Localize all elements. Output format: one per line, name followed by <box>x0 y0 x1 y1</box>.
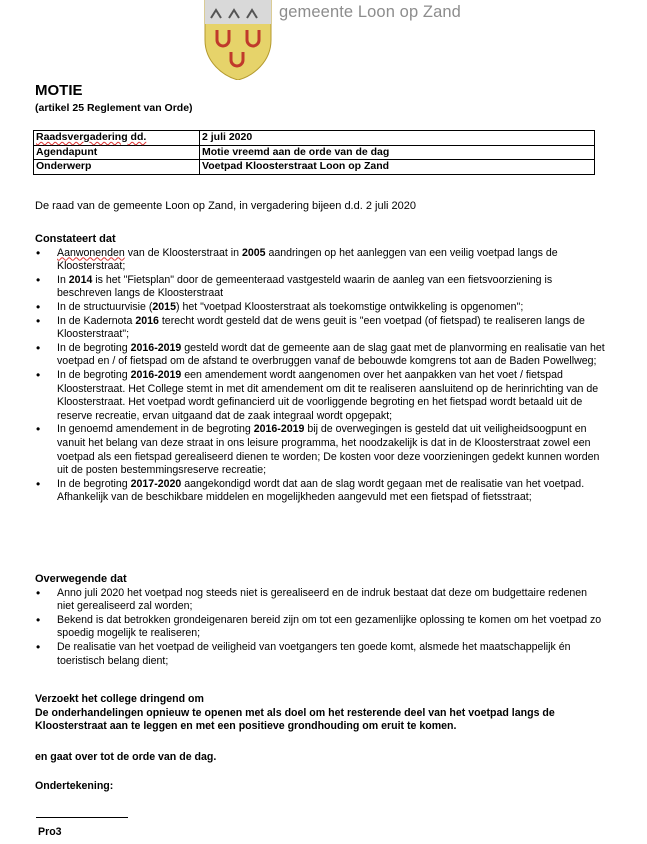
info-label: Onderwerp <box>34 160 200 175</box>
list-item: • Anno juli 2020 het voetpad nog steeds niet is gerealiseerd en de indruk bestaat dat deze om budgettaire redenen niet gerealiseerd zal worden; <box>35 587 605 614</box>
verzoekt-text: De onderhandelingen opnieuw te openen met als doel om het resterende deel van het voetpad langs de Kloosterstraat aan te leggen en met een positieve grondhouding om eruit te komen. <box>35 706 555 733</box>
info-value: Motie vreemd aan de orde van de dag <box>200 145 595 160</box>
list-item: • Aanwonenden van de Kloosterstraat in 2005 aandringen op het aanleggen van een veilig voetpad langs de Kloosterstraat; <box>35 247 605 274</box>
table-row <box>34 131 595 146</box>
overwegende-list <box>35 587 605 669</box>
constateert-list <box>35 247 605 505</box>
overwegende-section <box>35 573 605 668</box>
list-item: • In de begroting 2017-2020 aangekondigd wordt dat aan de slag wordt gegaan met de realisatie van het voetpad. Afhankelijk van de beschikbare middelen en mogelijkheden aangevuld met een fietspad of fietsstraat; <box>35 478 605 505</box>
list-item: • In genoemd amendement in de begroting 2016-2019 bij de overwegingen is gesteld dat uit veiligheidsoogpunt en vanuit het belang van deze straat in ons leisure programma, het noodzakelijk is dat in de Kloosterstraat zowel een voetpad als een fietspad gerealiseerd dienen te worden; De kosten voor deze voorzieningen gedekt kunnen worden uit de posten bestemmingsreserve recreatie; <box>35 423 605 477</box>
party-name: Pro3 <box>38 826 62 838</box>
signature-label: Ondertekening: <box>35 780 114 792</box>
section-heading: Verzoekt het college dringend om <box>35 693 204 705</box>
closing-text: en gaat over tot de orde van de dag. <box>35 751 217 763</box>
signature-line <box>36 817 128 818</box>
table-row <box>34 145 595 160</box>
info-value: Voetpad Kloosterstraat Loon op Zand <box>200 160 595 175</box>
list-item: • In de Kadernota 2016 terecht wordt gesteld dat de wens geuit is "een voetpad (of fietspad) te realiseren langs de Kloosterstraat"; <box>35 315 605 342</box>
info-label: Agendapunt <box>34 145 200 160</box>
constateert-section <box>35 233 605 505</box>
verzoekt-section <box>35 693 615 734</box>
list-item: • In de begroting 2016-2019 gesteld wordt dat de gemeente aan de slag gaat met de planvorming en realisatie van het voetpad en / of fietspad om de afstand te overbruggen vanaf de bebouwde komgrens tot aan de Baden Powellweg; <box>35 342 605 369</box>
section-heading: Overwegende dat <box>35 573 127 585</box>
table-row <box>34 160 595 175</box>
section-heading: Constateert dat <box>35 233 116 245</box>
list-item: • In de begroting 2016-2019 een amendement wordt aangenomen over het aanpakken van het voet / fietspad Kloosterstraat. Het College stemt in met dit amendement om dit te realiseren aansluitend op de herinrichting van de Kloosterstraat. Het voetpad wordt gefinancierd uit de voorliggende begroting en het fietspad wordt betaald uit de reserve recreatie, ervan uitgaand dat de zaak integraal wordt opgepakt; <box>35 369 605 423</box>
document-title: MOTIE <box>35 82 83 99</box>
document-subtitle: (artikel 25 Reglement van Orde) <box>35 102 193 114</box>
meeting-info-table <box>33 130 595 175</box>
info-value: 2 juli 2020 <box>200 131 595 146</box>
info-label: Raadsvergadering dd. <box>34 131 200 146</box>
list-item: • De realisatie van het voetpad de veiligheid van voetgangers ten goede komt, alsmede het maatschappelijk én toeristisch belang dient; <box>35 641 605 668</box>
municipality-crest-logo <box>203 0 273 80</box>
intro-text: De raad van de gemeente Loon op Zand, in vergadering bijeen d.d. 2 juli 2020 <box>35 200 416 212</box>
list-item: • In de structuurvisie (2015) het "voetpad Kloosterstraat als toekomstige ontwikkeling is opgenomen"; <box>35 301 605 315</box>
organization-name: gemeente Loon op Zand <box>279 3 461 21</box>
list-item: • In 2014 is het "Fietsplan" door de gemeenteraad vastgesteld waarin de aanleg van een fietsvoorziening is beschreven langs de Kloosterstraat <box>35 274 605 301</box>
list-item: • Bekend is dat betrokken grondeigenaren bereid zijn om tot een gezamenlijke oplossing te komen om het voetpad zo spoedig mogelijk te realiseren; <box>35 614 605 641</box>
